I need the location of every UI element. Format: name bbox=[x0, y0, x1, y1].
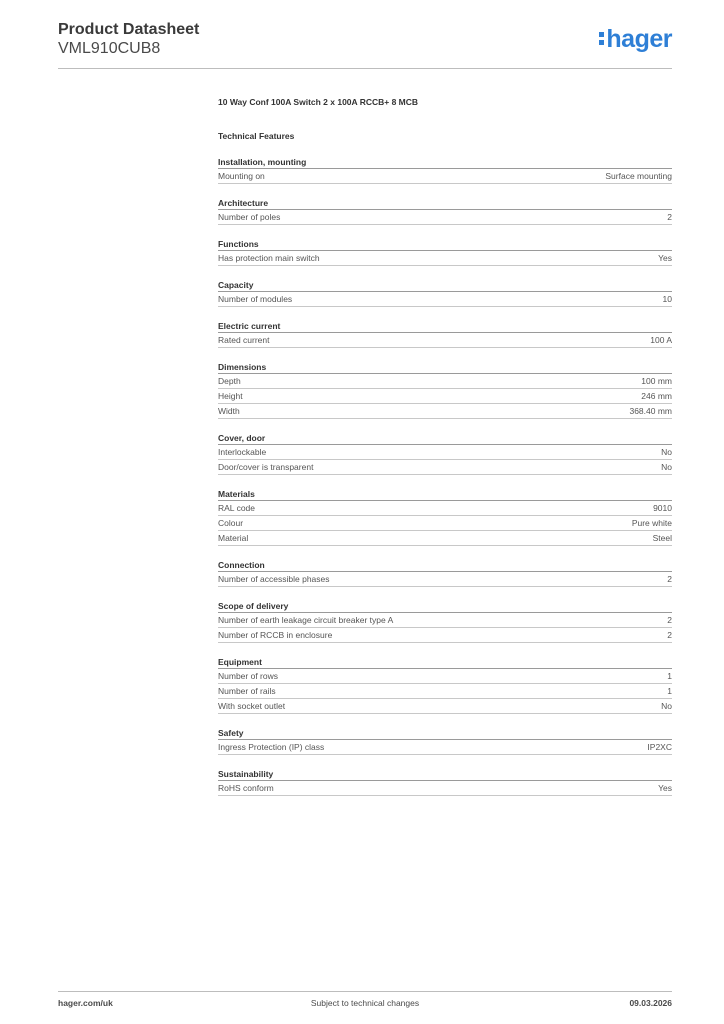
feature-value: 2 bbox=[667, 630, 672, 640]
feature-label: With socket outlet bbox=[218, 701, 286, 711]
feature-label: Ingress Protection (IP) class bbox=[218, 742, 325, 752]
feature-sections bbox=[218, 156, 672, 796]
feature-row bbox=[218, 699, 672, 714]
feature-label: Number of earth leakage circuit breaker type A bbox=[218, 615, 394, 625]
section-title: Electric current bbox=[218, 320, 672, 333]
feature-label: Depth bbox=[218, 376, 241, 386]
feature-row bbox=[218, 404, 672, 419]
document-header bbox=[58, 21, 199, 58]
feature-section bbox=[218, 656, 672, 714]
feature-label: RAL code bbox=[218, 503, 256, 513]
feature-row bbox=[218, 516, 672, 531]
hager-logo bbox=[599, 26, 672, 56]
feature-section bbox=[218, 197, 672, 225]
feature-section bbox=[218, 600, 672, 643]
feature-value: 100 mm bbox=[641, 376, 672, 386]
feature-value: 100 A bbox=[650, 335, 672, 345]
feature-value: 10 bbox=[662, 294, 672, 304]
section-title: Materials bbox=[218, 488, 672, 501]
feature-label: Number of poles bbox=[218, 212, 281, 222]
feature-row bbox=[218, 501, 672, 516]
feature-section bbox=[218, 279, 672, 307]
feature-label: Number of RCCB in enclosure bbox=[218, 630, 333, 640]
feature-label: Colour bbox=[218, 518, 244, 528]
section-title: Connection bbox=[218, 559, 672, 572]
feature-label: Mounting on bbox=[218, 171, 265, 181]
feature-value: Pure white bbox=[631, 518, 672, 528]
feature-label: Rated current bbox=[218, 335, 270, 345]
feature-value: 9010 bbox=[653, 503, 672, 513]
feature-value: Steel bbox=[652, 533, 672, 543]
section-title: Capacity bbox=[218, 279, 672, 292]
feature-row bbox=[218, 781, 672, 796]
feature-row bbox=[218, 531, 672, 546]
feature-row bbox=[218, 684, 672, 699]
feature-label: Door/cover is transparent bbox=[218, 462, 314, 472]
feature-value: 2 bbox=[667, 615, 672, 625]
feature-row bbox=[218, 445, 672, 460]
feature-section bbox=[218, 559, 672, 587]
feature-value: Yes bbox=[658, 783, 672, 793]
feature-row bbox=[218, 169, 672, 184]
page-footer bbox=[58, 998, 672, 1010]
feature-row bbox=[218, 292, 672, 307]
footer-date: 09.03.2026 bbox=[629, 998, 672, 1008]
feature-section bbox=[218, 432, 672, 475]
footer-notice: Subject to technical changes bbox=[310, 998, 420, 1008]
feature-value: No bbox=[661, 462, 672, 472]
section-title: Scope of delivery bbox=[218, 600, 672, 613]
section-title: Safety bbox=[218, 727, 672, 740]
datasheet-content bbox=[218, 96, 672, 796]
product-code: VML910CUB8 bbox=[58, 40, 161, 57]
feature-row bbox=[218, 460, 672, 475]
feature-label: Has protection main switch bbox=[218, 253, 320, 263]
footer-divider bbox=[58, 991, 672, 992]
feature-section bbox=[218, 156, 672, 184]
feature-label: Interlockable bbox=[218, 447, 267, 457]
feature-label: Height bbox=[218, 391, 243, 401]
logo-dots-icon bbox=[599, 32, 604, 45]
section-title: Equipment bbox=[218, 656, 672, 669]
feature-section bbox=[218, 320, 672, 348]
feature-value: 1 bbox=[667, 671, 672, 681]
feature-value: 246 mm bbox=[641, 391, 672, 401]
feature-label: RoHS conform bbox=[218, 783, 274, 793]
product-description: 10 Way Conf 100A Switch 2 x 100A RCCB+ 8 MCB bbox=[218, 97, 419, 107]
feature-value: Yes bbox=[658, 253, 672, 263]
feature-row bbox=[218, 374, 672, 389]
feature-row bbox=[218, 628, 672, 643]
feature-label: Number of modules bbox=[218, 294, 293, 304]
feature-section bbox=[218, 361, 672, 419]
feature-value: Surface mounting bbox=[605, 171, 672, 181]
feature-label: Number of rails bbox=[218, 686, 276, 696]
feature-row bbox=[218, 251, 672, 266]
feature-value: No bbox=[661, 701, 672, 711]
feature-value: IP2XC bbox=[647, 742, 672, 752]
feature-label: Width bbox=[218, 406, 240, 416]
feature-value: 2 bbox=[667, 212, 672, 222]
feature-row bbox=[218, 333, 672, 348]
feature-label: Number of rows bbox=[218, 671, 278, 681]
feature-section bbox=[218, 488, 672, 546]
feature-row bbox=[218, 740, 672, 755]
header-divider bbox=[58, 68, 672, 69]
feature-row bbox=[218, 613, 672, 628]
logo-wordmark: hager bbox=[606, 25, 672, 53]
feature-section bbox=[218, 238, 672, 266]
section-title: Dimensions bbox=[218, 361, 672, 374]
feature-value: No bbox=[661, 447, 672, 457]
feature-value: 368.40 mm bbox=[629, 406, 672, 416]
feature-row bbox=[218, 572, 672, 587]
document-title: Product Datasheet bbox=[58, 21, 200, 38]
section-title: Cover, door bbox=[218, 432, 672, 445]
feature-label: Number of accessible phases bbox=[218, 574, 330, 584]
section-title: Functions bbox=[218, 238, 672, 251]
feature-row bbox=[218, 210, 672, 225]
section-title: Sustainability bbox=[218, 768, 672, 781]
feature-row bbox=[218, 389, 672, 404]
feature-section bbox=[218, 768, 672, 796]
feature-section bbox=[218, 727, 672, 755]
feature-value: 2 bbox=[667, 574, 672, 584]
technical-features-heading: Technical Features bbox=[218, 131, 295, 141]
section-title: Architecture bbox=[218, 197, 672, 210]
footer-website-link[interactable]: hager.com/uk bbox=[58, 998, 113, 1008]
feature-row bbox=[218, 669, 672, 684]
section-title: Installation, mounting bbox=[218, 156, 672, 169]
feature-label: Material bbox=[218, 533, 249, 543]
feature-value: 1 bbox=[667, 686, 672, 696]
